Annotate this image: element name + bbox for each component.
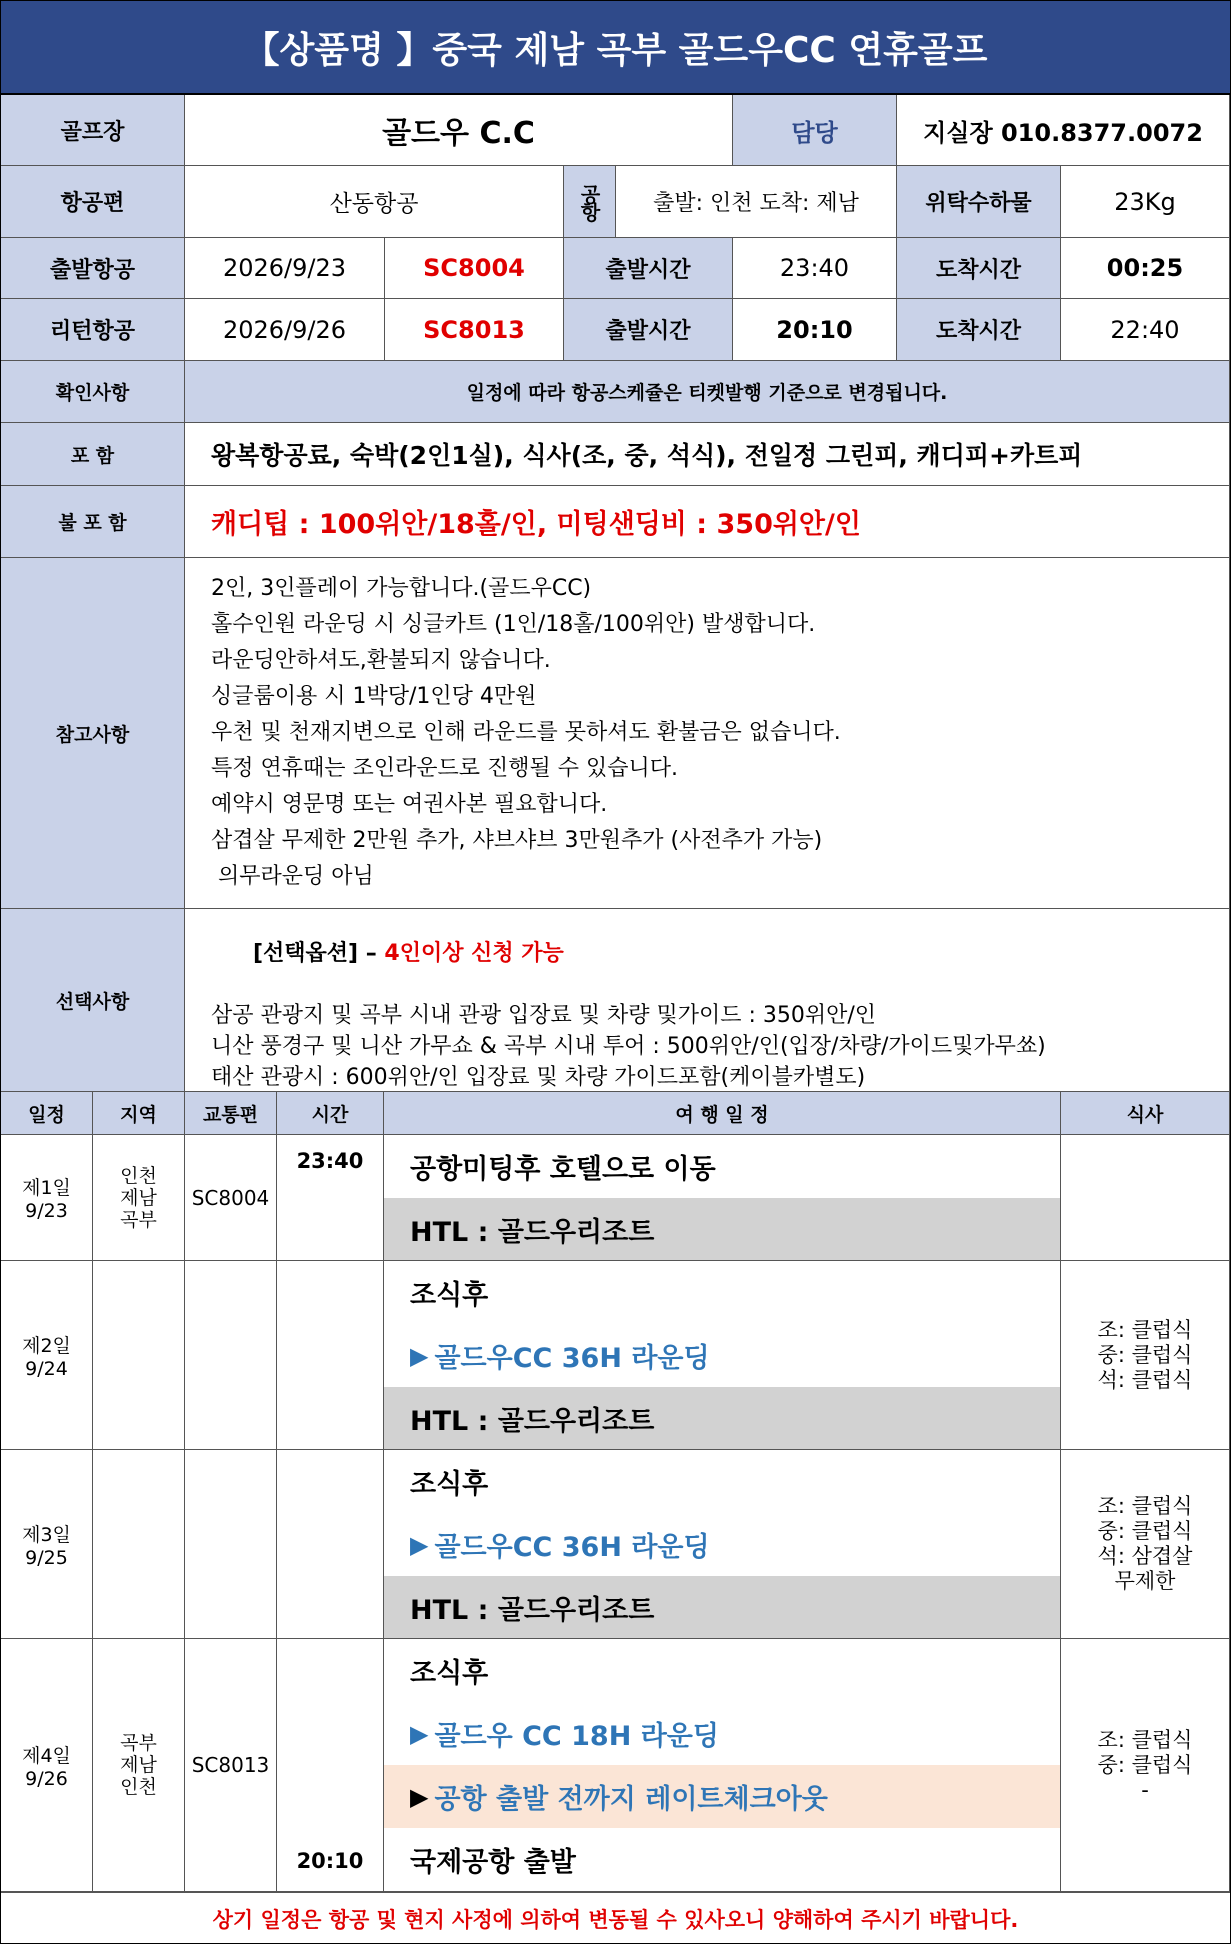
- region-name: 인천: [120, 1164, 157, 1187]
- day-number: 제2일: [22, 1334, 71, 1357]
- schedule-header-meal: 식사: [1061, 1092, 1230, 1135]
- note-line: 특정 연휴때는 조인라운드로 진행될 수 있습니다.: [211, 756, 679, 781]
- schedule-header-transport: 교통편: [185, 1092, 277, 1135]
- note-line: 싱글룸이용 시 1박당/1인당 4만원: [211, 684, 537, 709]
- return-arr-time: 22:40: [1061, 299, 1230, 361]
- transport-cell: SC8013: [185, 1639, 277, 1892]
- footer-notice: 상기 일정은 항공 및 현지 사정에 의하여 변동될 수 있사오니 양해하여 주시기 바랍니다.: [1, 1892, 1230, 1944]
- departure-date: 2026/9/23: [185, 238, 385, 299]
- note-line: 예약시 영문명 또는 여권사본 필요합니다.: [211, 792, 608, 817]
- plan-cell: [384, 1639, 1061, 1892]
- return-dep-time: 20:10: [733, 299, 897, 361]
- options-bracket: [선택옵션]: [252, 941, 359, 966]
- include-label: 포 함: [1, 423, 185, 486]
- baggage-label: 위탁수하물: [897, 166, 1061, 238]
- round-item: [384, 1702, 1061, 1765]
- option-line: 니산 풍경구 및 니산 가무쇼 & 곡부 시내 투어 : 500위안/인(입장/차량/가이드및가무쑈): [211, 1034, 1046, 1059]
- day-number: 제1일: [22, 1177, 71, 1199]
- hotel-item: HTL : 골드우리조트: [384, 1576, 1061, 1638]
- day-date: 9/24: [25, 1357, 68, 1380]
- plan-cell: [384, 1261, 1061, 1450]
- return-date: 2026/9/26: [185, 299, 385, 361]
- region-cell: [93, 1135, 185, 1261]
- meal-line: 중: 클럽식: [1097, 1519, 1193, 1543]
- airline-value: 산동항공: [185, 166, 564, 238]
- meal-line: 조: 클럽식: [1097, 1727, 1193, 1752]
- manager-value: 지실장 010.8377.0072: [897, 95, 1230, 166]
- confirm-label: 확인사항: [1, 361, 185, 423]
- day-date: 9/25: [25, 1546, 68, 1569]
- region-name: 제남: [120, 1754, 157, 1776]
- airport-value: 출발: 인천 도착: 제남: [616, 166, 897, 238]
- departure-flight-number: SC8004: [385, 238, 564, 299]
- note-line: 라운딩안하셔도,환불되지 않습니다.: [211, 648, 551, 673]
- day-date: 9/23: [25, 1200, 68, 1222]
- meal-line: 중: 클럽식: [1097, 1342, 1193, 1367]
- note-line: 홀수인원 라운딩 시 싱글카트 (1인/18홀/100위안) 발생합니다.: [211, 612, 816, 637]
- day-cell: [1, 1450, 93, 1639]
- meal-line: -: [1141, 1777, 1149, 1802]
- departure-arr-time: 00:25: [1061, 238, 1230, 299]
- note-line: 2인, 3인플레이 가능합니다.(골드우CC): [211, 576, 592, 601]
- region-name: 제남: [120, 1186, 157, 1209]
- region-cell: [93, 1450, 185, 1639]
- round-item-text: 골드우 CC 18H 라운딩: [434, 1721, 719, 1752]
- time-cell: [277, 1261, 384, 1450]
- triangle-icon: ▶: [410, 1341, 429, 1370]
- hotel-item: HTL : 골드우리조트: [384, 1198, 1061, 1260]
- schedule-header-plan: 여 행 일 정: [384, 1092, 1061, 1135]
- meal-line: 무제한: [1114, 1569, 1176, 1593]
- plan-item: 조식후: [410, 1280, 489, 1311]
- meal-line: 중: 클럽식: [1097, 1752, 1193, 1777]
- confirm-value: 일정에 따라 항공스케쥴은 티켓발행 기준으로 변경됩니다.: [185, 361, 1230, 423]
- day-date: 9/26: [25, 1767, 68, 1790]
- round-item-text: 골드우CC 36H 라운딩: [434, 1532, 710, 1563]
- manager-label: 담당: [733, 95, 897, 166]
- meal-line: 조: 클럽식: [1097, 1494, 1193, 1518]
- options-dash: –: [358, 941, 385, 966]
- plan-item: 조식후: [410, 1658, 489, 1689]
- return-flight-label: 리턴항공: [1, 299, 185, 361]
- meal-line: 석: 삼겹살: [1097, 1544, 1193, 1568]
- region-cell: [93, 1639, 185, 1892]
- include-value: 왕복항공료, 숙박(2인1실), 식사(조, 중, 석식), 전일정 그린피, 캐디피+카트피: [185, 423, 1230, 486]
- day-cell: [1, 1261, 93, 1450]
- checkout-item-text: 공항 출발 전까지 레이트체크아웃: [434, 1784, 828, 1815]
- page-title: 【상품명 】중국 제남 곡부 골드우CC 연휴골프: [1, 1, 1230, 95]
- meal-cell: [1061, 1450, 1230, 1639]
- time-cell: 20:10: [277, 1639, 384, 1892]
- departure-dep-time-label: 출발시간: [564, 238, 733, 299]
- exclude-value: 캐디팁 : 100위안/18홀/인, 미팅샌딩비 : 350위안/인: [185, 486, 1230, 558]
- plan-cell: [384, 1135, 1061, 1261]
- exclude-label: 불 포 함: [1, 486, 185, 558]
- note-line: 우천 및 천재지변으로 인해 라운드를 못하셔도 환불금은 없습니다.: [211, 720, 841, 745]
- departure-flight-label: 출발항공: [1, 238, 185, 299]
- plan-item: 조식후: [410, 1469, 489, 1500]
- options-label: 선택사항: [1, 909, 185, 1092]
- meal-cell: [1061, 1261, 1230, 1450]
- plan-item: 국제공항 출발: [410, 1847, 576, 1878]
- note-line: 삼겹살 무제한 2만원 추가, 샤브샤브 3만원추가 (사전추가 가능): [211, 828, 823, 853]
- time-cell: [277, 1450, 384, 1639]
- region-cell: [93, 1261, 185, 1450]
- meal-cell: [1061, 1135, 1230, 1261]
- checkout-item: [384, 1765, 1061, 1828]
- triangle-icon: ▶: [410, 1719, 429, 1748]
- plan-item: 공항미팅후 호텔으로 이동: [410, 1154, 716, 1185]
- options-list: [185, 909, 1230, 1092]
- round-item-text: 골드우CC 36H 라운딩: [434, 1343, 710, 1374]
- day-cell: [1, 1639, 93, 1892]
- schedule-header-region: 지역: [93, 1092, 185, 1135]
- triangle-icon: ▶: [410, 1530, 429, 1559]
- round-item: [384, 1513, 1061, 1576]
- triangle-icon: ▶: [410, 1782, 429, 1811]
- transport-cell: [185, 1261, 277, 1450]
- region-name: 곡부: [120, 1732, 157, 1754]
- transport-cell: [185, 1450, 277, 1639]
- round-item: [384, 1324, 1061, 1387]
- region-name: 곡부: [120, 1208, 157, 1231]
- transport-cell: SC8004: [185, 1135, 277, 1261]
- day-cell: [1, 1135, 93, 1261]
- departure-dep-time: 23:40: [733, 238, 897, 299]
- notes-list: [185, 558, 1230, 909]
- schedule-header-day: 일정: [1, 1092, 93, 1135]
- notes-label: 참고사항: [1, 558, 185, 909]
- region-name: 인천: [120, 1776, 157, 1798]
- plan-cell: [384, 1450, 1061, 1639]
- option-line: 태산 관광시 : 600위안/인 입장료 및 차량 가이드포함(케이블카별도): [211, 1065, 866, 1090]
- options-min-people: 4인이상 신청 가능: [384, 941, 564, 966]
- time-cell: 23:40: [277, 1135, 384, 1261]
- meal-line: 석: 클럽식: [1097, 1367, 1193, 1392]
- airport-label: 공항: [564, 166, 616, 238]
- schedule-header-time: 시간: [277, 1092, 384, 1135]
- airline-label: 항공편: [1, 166, 185, 238]
- options-heading: [211, 909, 564, 1000]
- day-number: 제3일: [22, 1523, 71, 1546]
- note-line: 의무라운딩 아님: [211, 864, 374, 889]
- baggage-value: 23Kg: [1061, 166, 1230, 238]
- return-dep-time-label: 출발시간: [564, 299, 733, 361]
- hotel-item: HTL : 골드우리조트: [384, 1387, 1061, 1449]
- departure-arr-time-label: 도착시간: [897, 238, 1061, 299]
- day-number: 제4일: [22, 1744, 71, 1767]
- meal-line: 조: 클럽식: [1097, 1317, 1193, 1342]
- golf-course-label: 골프장: [1, 95, 185, 166]
- return-arr-time-label: 도착시간: [897, 299, 1061, 361]
- return-flight-number: SC8013: [385, 299, 564, 361]
- option-line: 삼공 관광지 및 곡부 시내 관광 입장료 및 차량 및가이드 : 350위안/인: [211, 1003, 877, 1028]
- meal-cell: [1061, 1639, 1230, 1892]
- golf-course-value: 골드우 C.C: [185, 95, 733, 166]
